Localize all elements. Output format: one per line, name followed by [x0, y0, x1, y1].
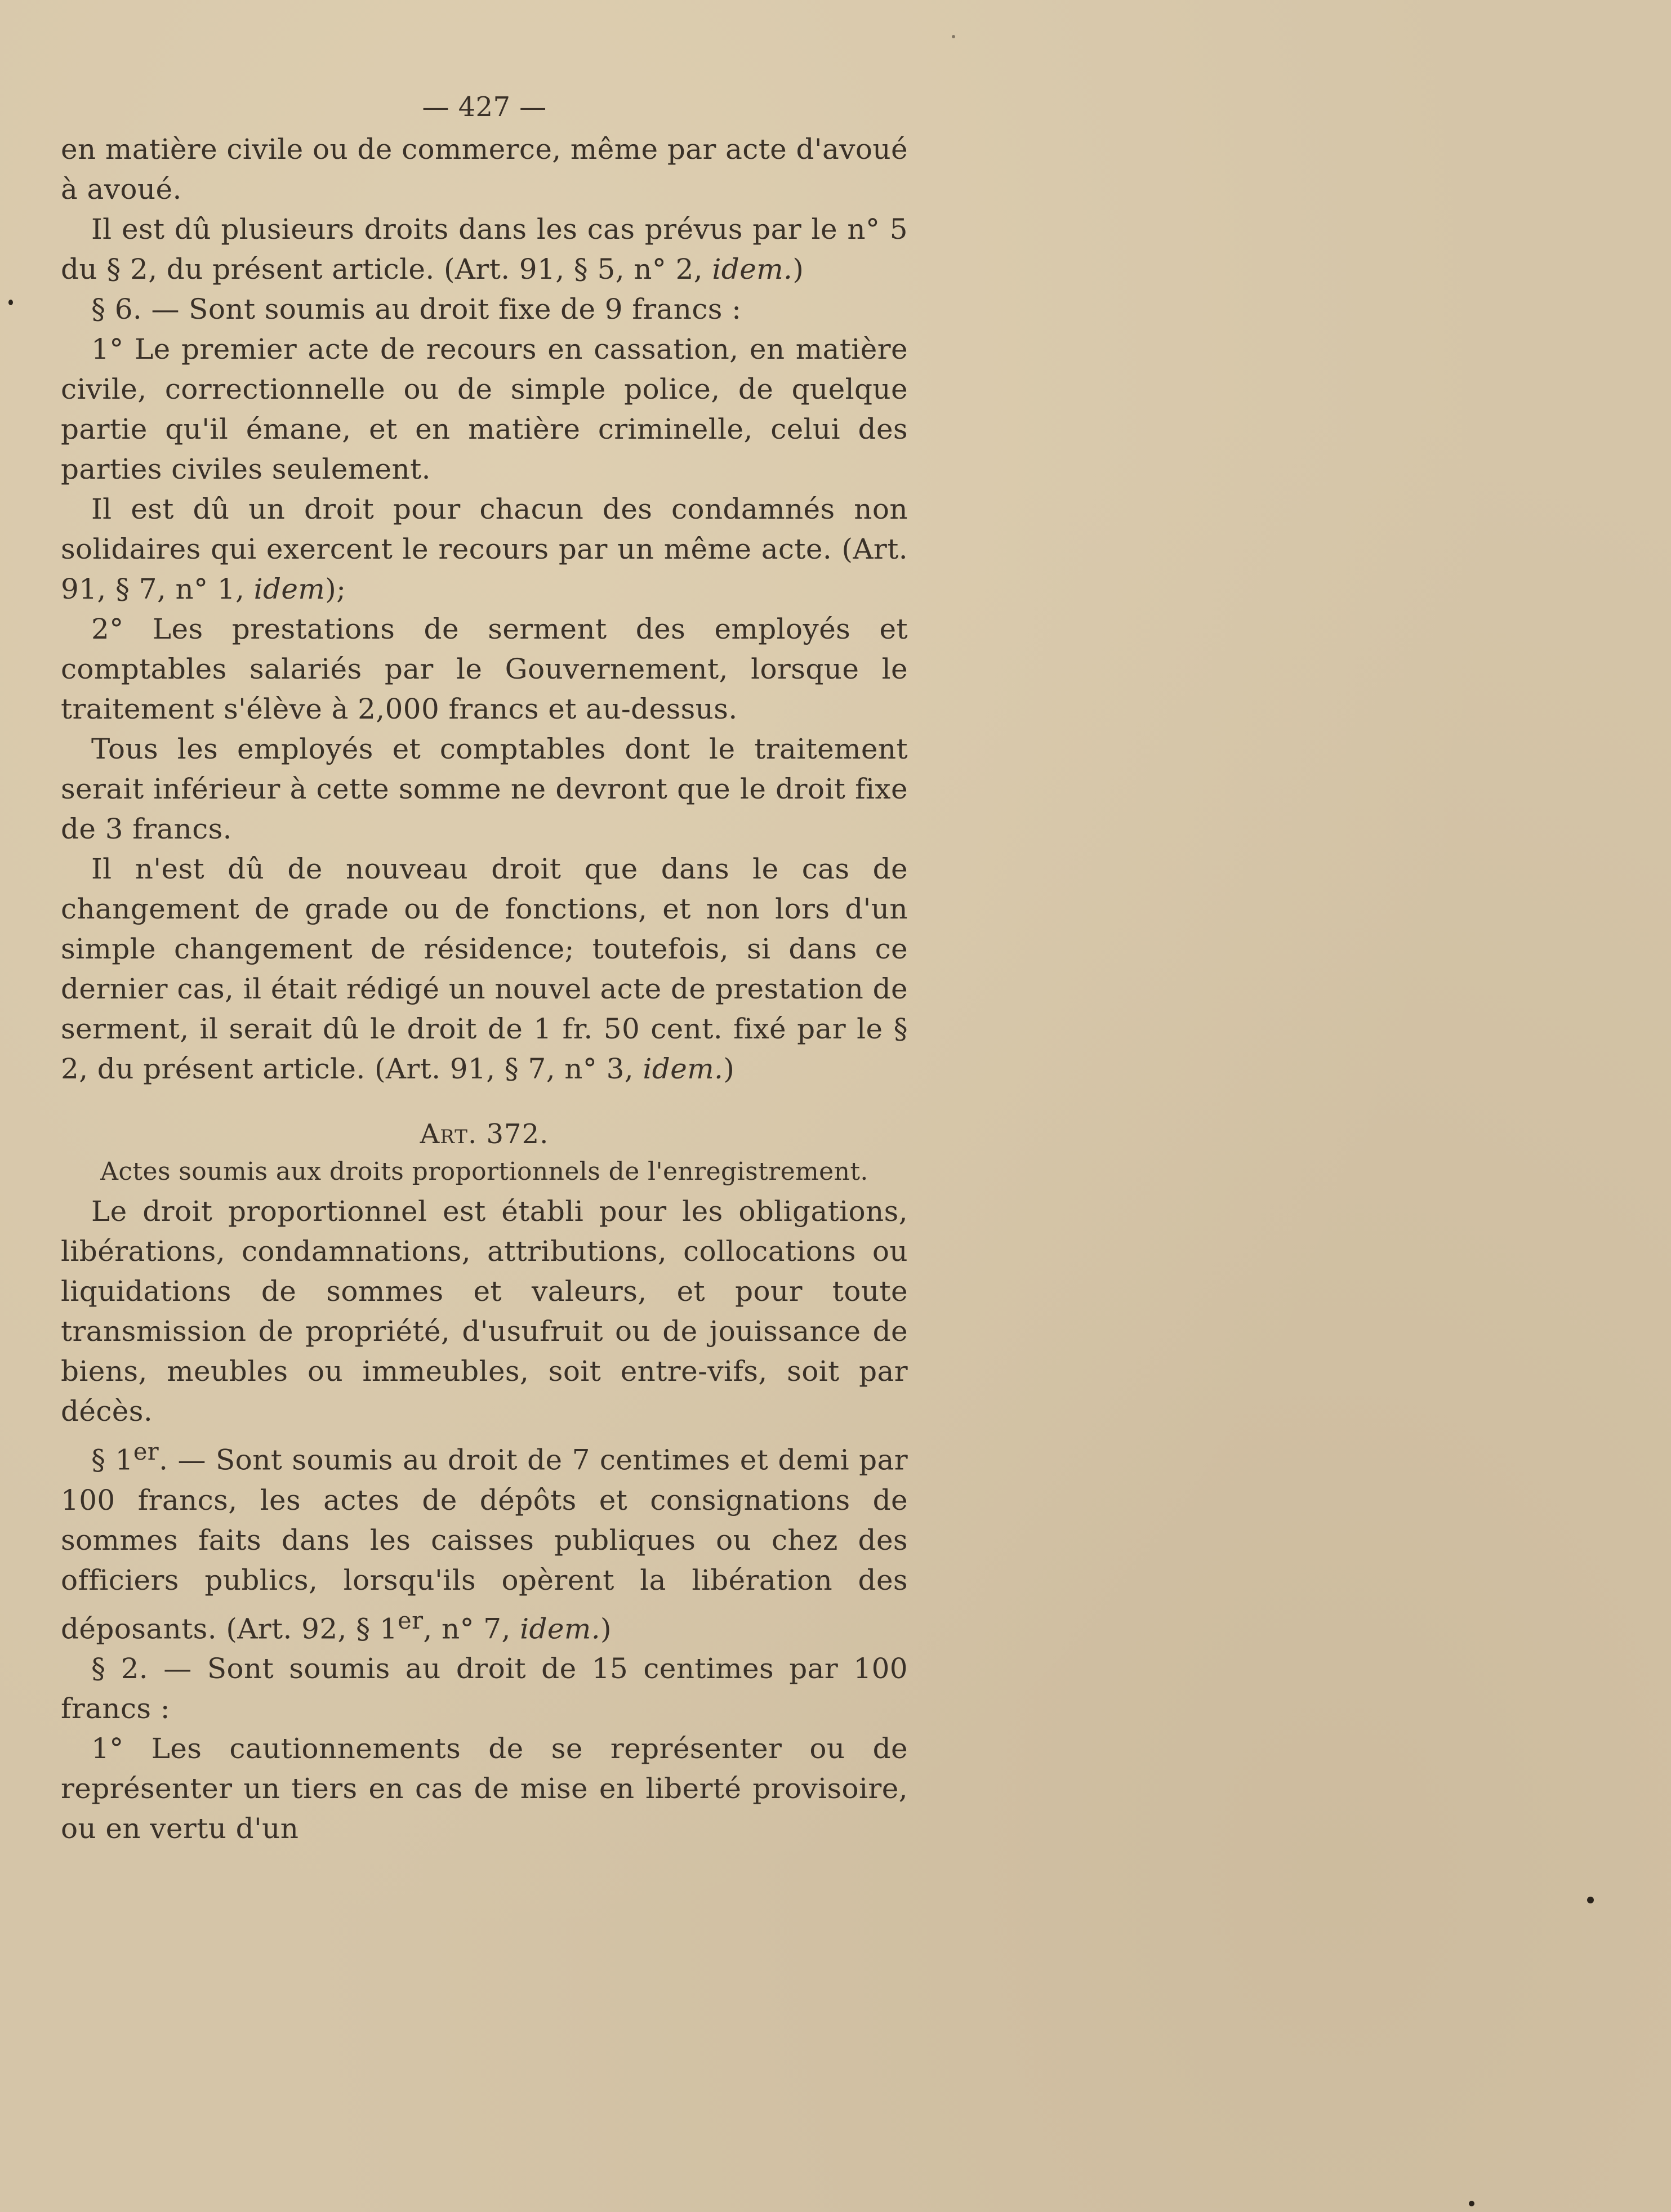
paper-speck: [1469, 2201, 1474, 2206]
page-text: [61, 90, 908, 1849]
paragraph: Tous les employés et comptables dont le traitement serait inférieur à cette somme ne devront que le droit fixe de 3 francs.: [61, 733, 908, 845]
paper-speck: [1587, 1897, 1594, 1903]
paragraph: en matière civile ou de commerce, même par acte d'avoué à avoué.: [61, 133, 908, 206]
article-subtitle: Actes soumis aux droits proportionnels de l'enregistrement.: [100, 1157, 868, 1186]
paragraph: 1° Le premier acte de recours en cassation, en matière civile, correctionnelle ou de simple police, de quelque partie qu'il émane, et en matière criminelle, celui des parties civiles seulement.: [61, 333, 908, 485]
paper-speck: [952, 35, 955, 38]
article-heading: Art. 372.: [420, 1118, 549, 1150]
section-heading: § 6. — Sont soumis au droit fixe de 9 francs :: [91, 293, 742, 325]
page-number: — 427 —: [422, 91, 547, 123]
paragraph: 2° Les prestations de serment des employés et comptables salariés par le Gouvernement, lorsque le traitement s'élève à 2,000 francs et au-dessus.: [61, 613, 908, 725]
section-heading: § 2. — Sont soumis au droit de 15 centimes par 100 francs :: [61, 1652, 908, 1725]
paragraph: Il est dû plusieurs droits dans les cas prévus par le n° 5 du § 2, du présent article. (Art. 91, § 5, n° 2, idem.): [61, 213, 908, 286]
paragraph: Le droit proportionnel est établi pour les obligations, libérations, condamnations, attributions, collocations ou liquidations de sommes et valeurs, et pour toute transmission de propriété, d'usufruit ou de jouissance de biens, meubles ou immeubles, soit entre-vifs, soit par décès.: [61, 1195, 908, 1428]
paragraph: 1° Les cautionnements de se représenter ou de représenter un tiers en cas de mise en liberté provisoire, ou en vertu d'un: [61, 1732, 908, 1845]
paragraph: § 1er. — Sont soumis au droit de 7 centimes et demi par 100 francs, les actes de dépôts et consignations de sommes faits dans les caisses publiques ou chez des officiers publics, lorsqu'ils opèrent la libération des déposants. (Art. 92, § 1er, n° 7, idem.): [61, 1438, 908, 1645]
paper-speck: [8, 300, 13, 305]
paragraph: Il est dû un droit pour chacun des condamnés non solidaires qui exercent le recours par un même acte. (Art. 91, § 7, n° 1, idem);: [61, 493, 908, 605]
paragraph: Il n'est dû de nouveau droit que dans le cas de changement de grade ou de fonctions, et non lors d'un simple changement de résidence; toutefois, si dans ce dernier cas, il était rédigé un nouvel acte de prestation de serment, il serait dû le droit de 1 fr. 50 cent. fixé par le § 2, du présent article. (Art. 91, § 7, n° 3, idem.): [61, 853, 908, 1085]
